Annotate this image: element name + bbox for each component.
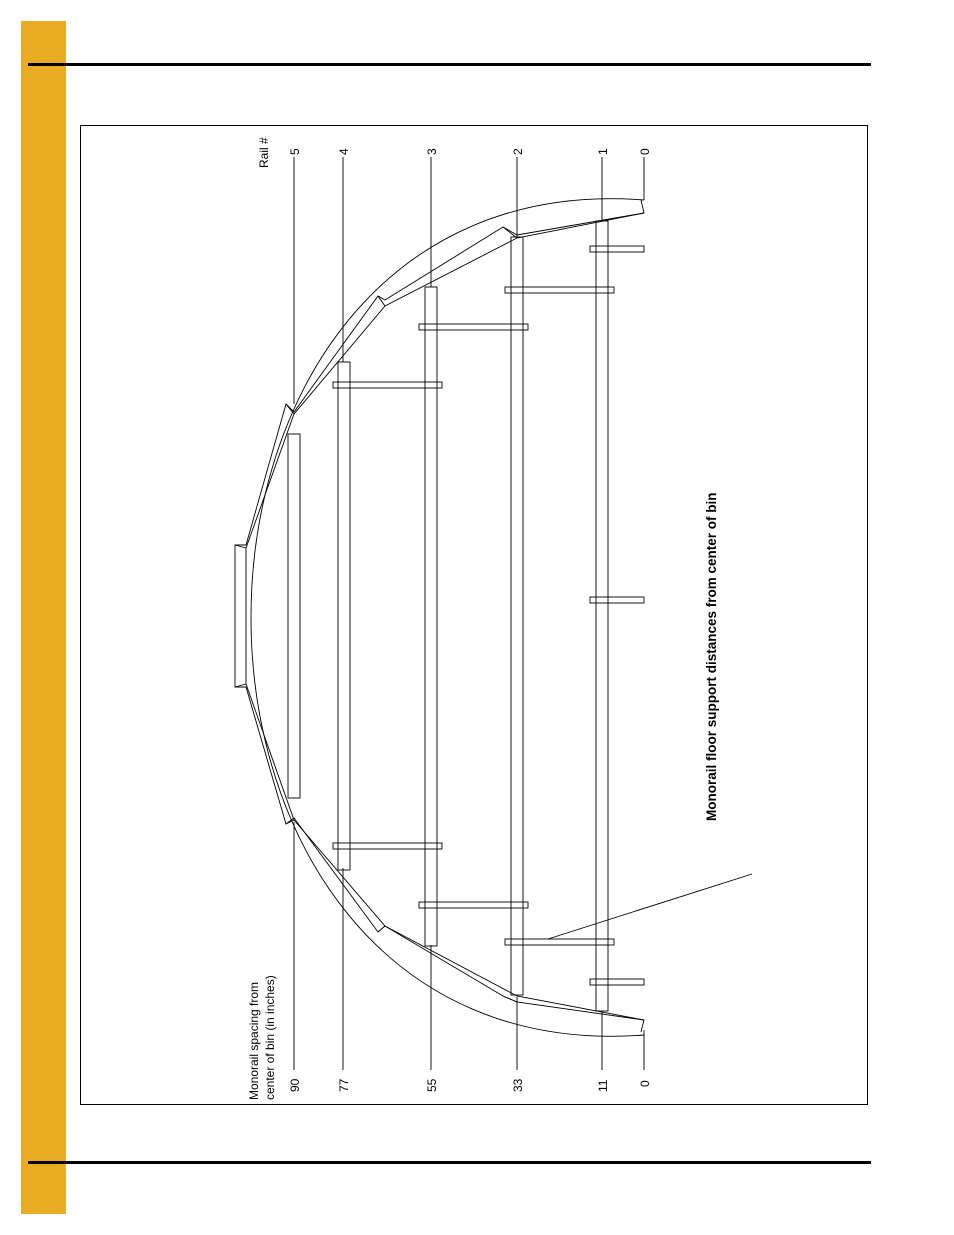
rail-number-5: 5 (288, 148, 302, 155)
spacing-value-90: 90 (288, 1078, 302, 1092)
joint (378, 926, 385, 932)
rail-number-2: 2 (511, 148, 525, 155)
spacing-value-0: 0 (638, 1080, 652, 1087)
support-4-3-top (333, 382, 442, 388)
rail-number-1: 1 (596, 148, 610, 155)
support-3-2-bottom (419, 902, 528, 908)
rail-number-3: 3 (425, 148, 439, 155)
joint (503, 996, 517, 1002)
support-2-1-top (505, 287, 614, 293)
support-1-0-middle (590, 597, 644, 603)
rail-number-4: 4 (337, 148, 351, 155)
support-2-1-bottom (505, 939, 614, 945)
spacing-value-55: 55 (425, 1078, 439, 1092)
spacing-header-line2: center of bin (in inches) (263, 975, 277, 1100)
support-3-2-top (419, 324, 528, 330)
rail-number-0: 0 (638, 148, 652, 155)
rail-4 (338, 362, 350, 870)
rail-header: Rail # (257, 137, 271, 168)
leader-line (548, 874, 752, 939)
joint (286, 404, 294, 414)
diagram-title: Monorail floor support distances from center of bin (704, 492, 719, 821)
rail-3 (425, 287, 437, 946)
spacing-header-line1: Monorail spacing from (247, 981, 261, 1100)
spacing-value-33: 33 (511, 1078, 525, 1092)
floor-segments-top (235, 200, 644, 1032)
floor-segments-inner (246, 213, 644, 1020)
support-1-0-bottom (590, 979, 644, 985)
spacing-value-77: 77 (337, 1078, 351, 1092)
joint (503, 227, 517, 238)
spacing-value-11: 11 (596, 1079, 610, 1092)
support-1-0-top (590, 246, 644, 252)
support-4-3-bottom (333, 843, 442, 849)
rail-5 (288, 434, 300, 798)
rail-2 (511, 237, 523, 995)
rail-1 (596, 221, 608, 1011)
